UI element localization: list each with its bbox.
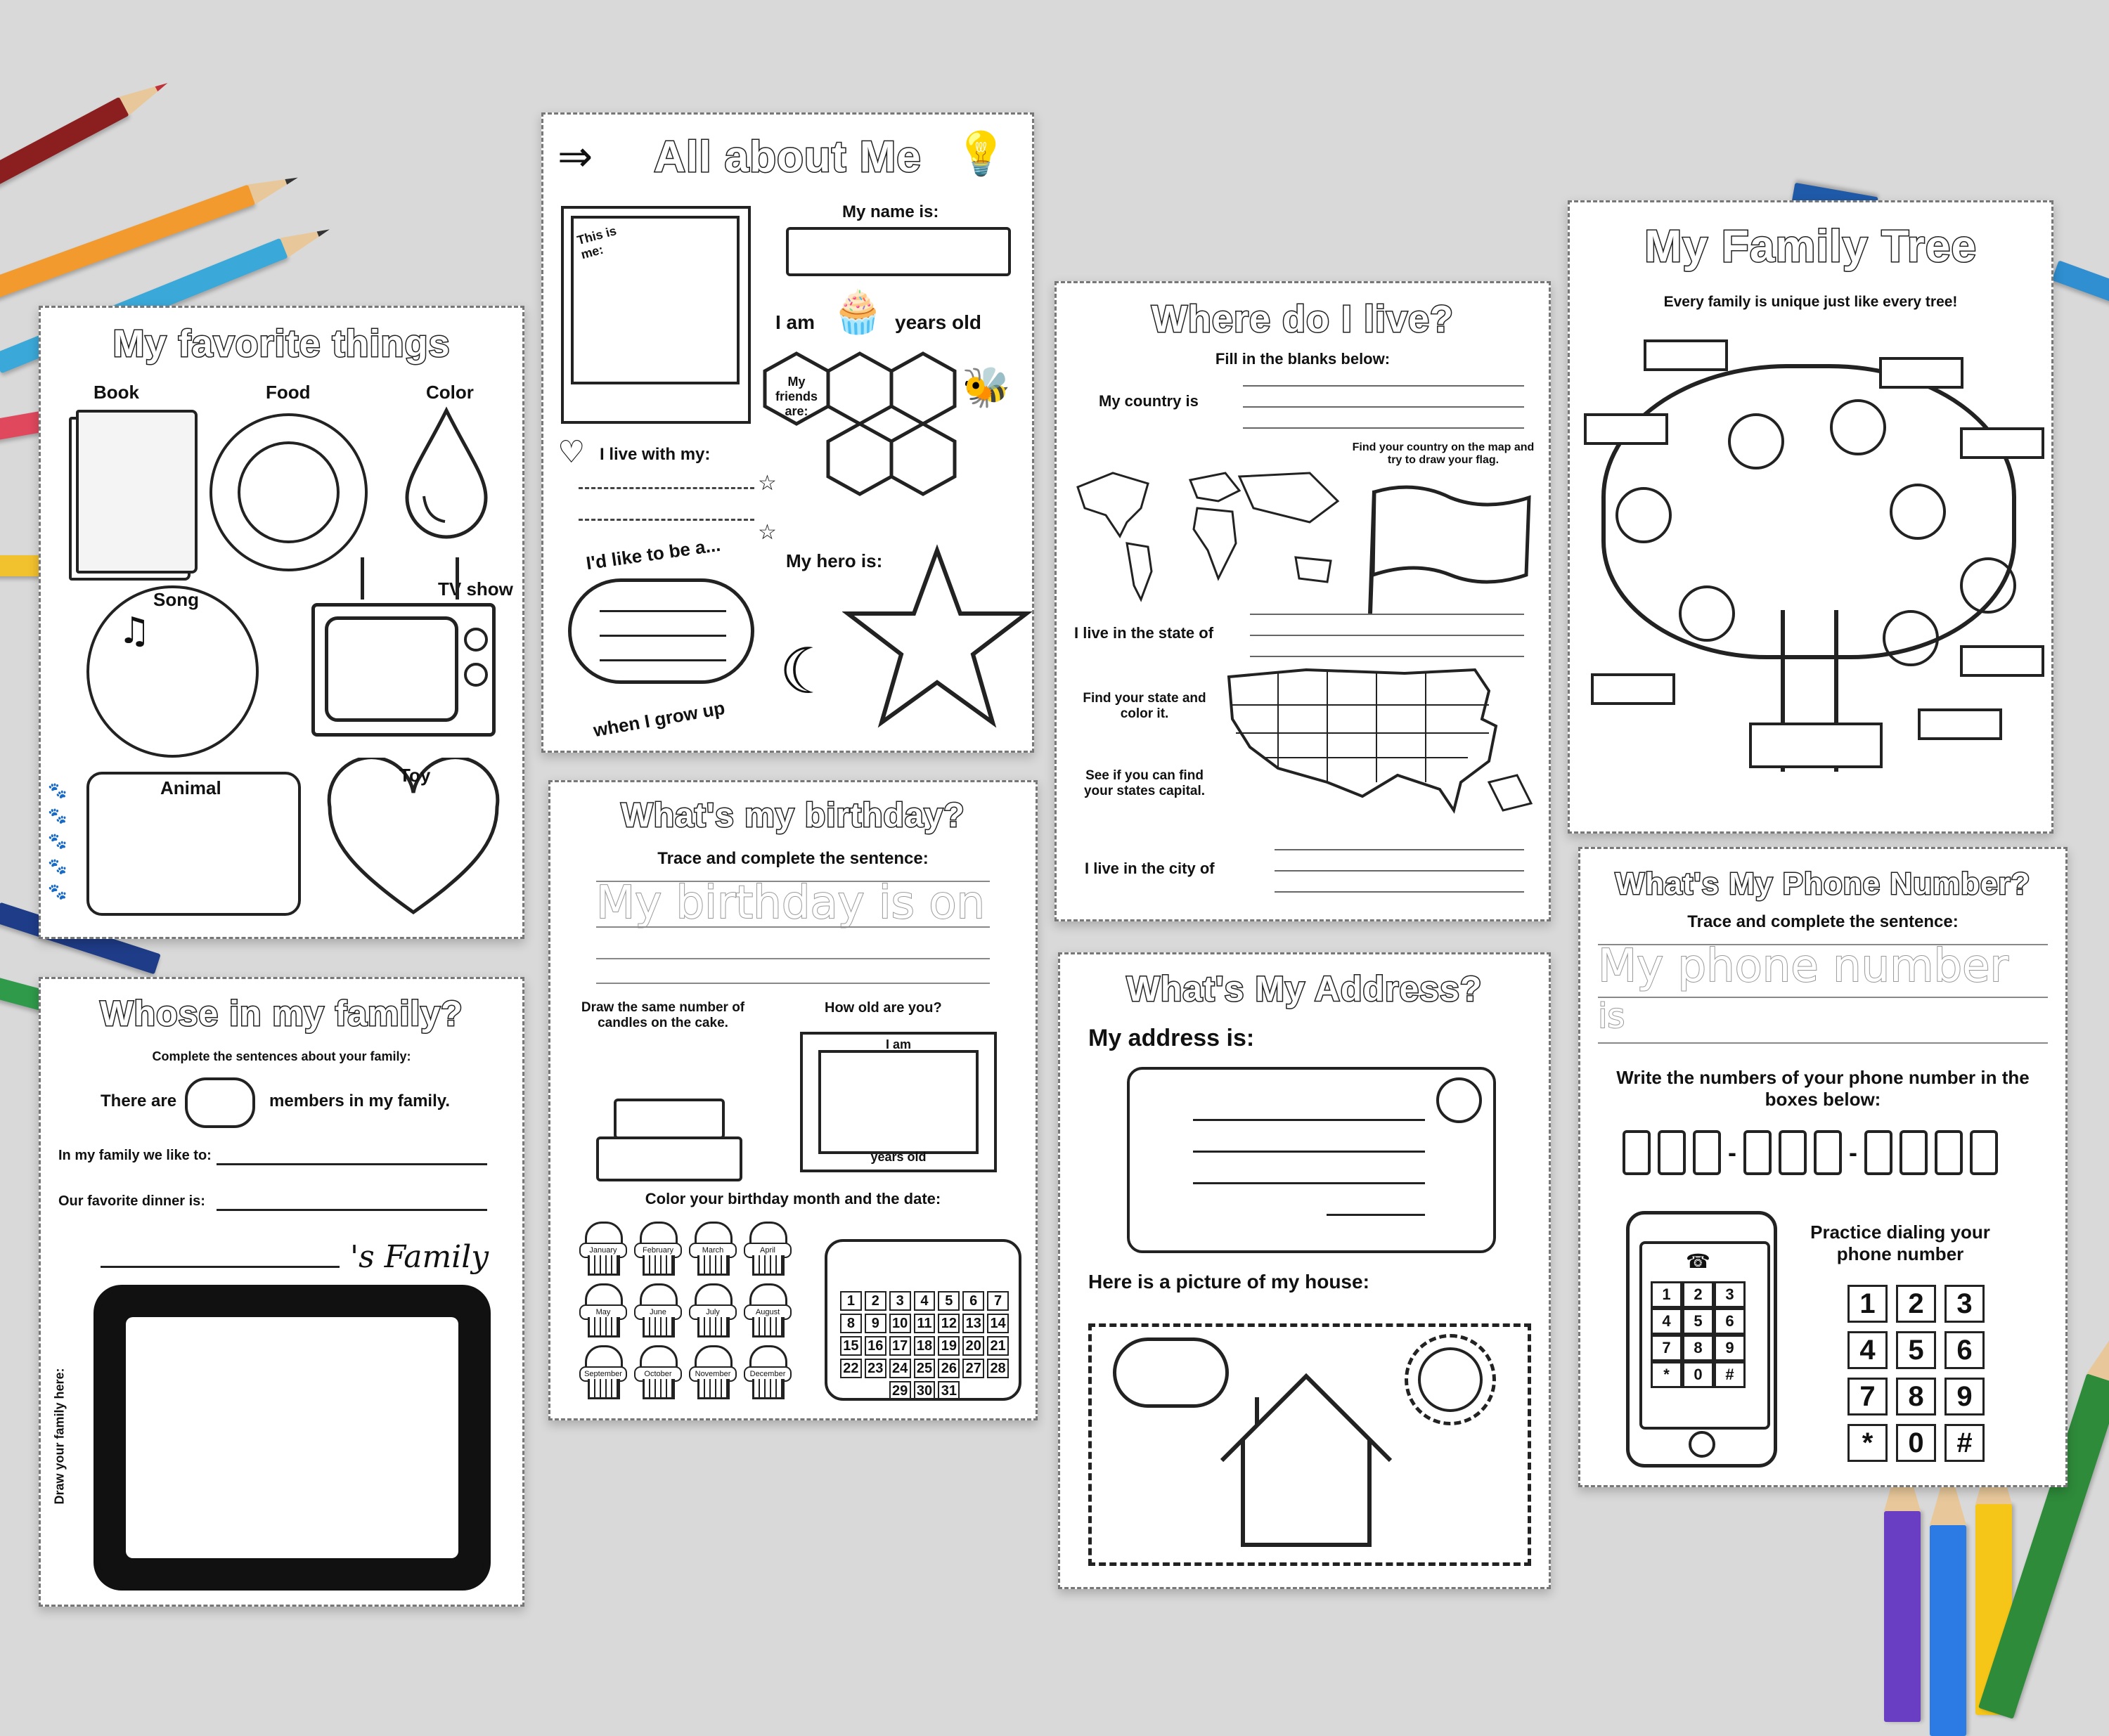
sun-icon bbox=[1405, 1334, 1496, 1425]
name-box-root bbox=[1749, 723, 1883, 768]
trace-line-3 bbox=[1598, 1042, 2048, 1044]
blue-pencil-bottom bbox=[1930, 1525, 1966, 1736]
trace-instruction: Trace and complete the sentence: bbox=[657, 849, 929, 868]
name-box-2 bbox=[1879, 357, 1963, 389]
sheet-title: What's My Address? bbox=[1126, 969, 1483, 1009]
sheet-title: What's My Phone Number? bbox=[1615, 867, 2031, 901]
capital-text: See if you can find your states capital. bbox=[1083, 768, 1206, 798]
boxes-instruction: Write the numbers of your phone number in the boxes below: bbox=[1616, 1067, 2030, 1110]
city-line-2 bbox=[1275, 870, 1524, 872]
song-circle bbox=[86, 585, 259, 758]
draw-here-label: Draw your family here: bbox=[52, 1368, 67, 1505]
hero-label: My hero is: bbox=[786, 550, 883, 571]
name-banner bbox=[786, 227, 1011, 276]
family-suffix: 's Family bbox=[350, 1239, 489, 1275]
candles-instruction: Draw the same number of candles on the cake. bbox=[581, 1000, 745, 1030]
family-sheet bbox=[39, 977, 524, 1607]
postmark-icon bbox=[1436, 1077, 1482, 1123]
phone-digit-boxes: - - bbox=[1623, 1130, 1998, 1175]
cupcake-icon: 🧁 bbox=[832, 287, 884, 337]
country-line-2 bbox=[1243, 406, 1524, 408]
family-name-line bbox=[101, 1266, 340, 1268]
state-line-3 bbox=[1250, 656, 1524, 657]
tree-subtitle: Every family is unique just like every tree! bbox=[1663, 294, 1958, 310]
trace-text-1: My phone number bbox=[1598, 940, 2008, 992]
family-tree-sheet bbox=[1568, 200, 2053, 834]
fill-instruction: Fill in the blanks below: bbox=[1215, 350, 1391, 368]
tree-circle-4 bbox=[1890, 484, 1946, 540]
arrow-icon: ⇒ bbox=[557, 132, 593, 181]
tree-circle-6 bbox=[1960, 557, 2016, 614]
name-box-3 bbox=[1584, 413, 1668, 445]
sheet-title: Where do I live? bbox=[1151, 298, 1455, 340]
name-box-5 bbox=[1960, 645, 2044, 677]
member-count-box bbox=[185, 1077, 255, 1128]
trace-line-base bbox=[596, 926, 990, 928]
address-sheet bbox=[1058, 952, 1551, 1589]
years-old-label: years old bbox=[895, 311, 981, 333]
name-box-7 bbox=[1918, 708, 2002, 740]
dialing-instruction: Practice dialing your phone number bbox=[1810, 1222, 1990, 1264]
like-to-line bbox=[217, 1163, 487, 1165]
country-line-1 bbox=[1243, 385, 1524, 387]
friends-label: My friends are: bbox=[775, 375, 818, 418]
country-label: My country is bbox=[1099, 392, 1199, 410]
cake-icon bbox=[596, 1099, 744, 1183]
world-map-icon bbox=[1071, 459, 1345, 607]
country-line-3 bbox=[1243, 427, 1524, 429]
usa-map-icon bbox=[1222, 663, 1538, 824]
where-live-sheet bbox=[1054, 281, 1551, 921]
tv-antenna-icon bbox=[361, 557, 459, 600]
cloud-shape bbox=[568, 578, 754, 684]
yellow-pencil-left bbox=[0, 555, 42, 576]
sheet-title: Whose in my family? bbox=[100, 994, 463, 1033]
grow-up-label: when I grow up bbox=[591, 697, 727, 741]
there-are-label: There are bbox=[101, 1092, 177, 1110]
song-label: Song bbox=[153, 589, 199, 610]
instruction-text: Complete the sentences about your family: bbox=[152, 1049, 411, 1063]
tree-circle-5 bbox=[1679, 585, 1735, 642]
trace-line-2 bbox=[1598, 997, 2048, 998]
this-is-me-label: This is me: bbox=[575, 224, 619, 262]
name-label: My name is: bbox=[842, 202, 939, 221]
calendar-icon bbox=[825, 1239, 1021, 1401]
music-note-icon: ♫ bbox=[118, 610, 151, 652]
frame-i-am: I am bbox=[885, 1037, 912, 1051]
state-line-1 bbox=[1250, 614, 1524, 615]
trace-text: My birthday is on bbox=[596, 877, 986, 929]
name-box-6 bbox=[1591, 673, 1675, 705]
dinner-line bbox=[217, 1209, 487, 1211]
bee-icon: 🐝 bbox=[962, 365, 1011, 410]
dinner-label: Our favorite dinner is: bbox=[58, 1193, 205, 1209]
how-old-label: How old are you? bbox=[825, 1000, 942, 1016]
toy-label: Toy bbox=[399, 765, 431, 786]
tv-label: TV show bbox=[438, 578, 513, 600]
tv-icon bbox=[311, 603, 496, 737]
state-line-2 bbox=[1250, 635, 1524, 636]
book-label: Book bbox=[93, 382, 139, 403]
like-to-be-label: I'd like to be a... bbox=[584, 533, 722, 574]
sheet-title: My favorite things bbox=[112, 323, 451, 365]
sheet-title: My Family Tree bbox=[1644, 221, 1977, 271]
trace-text-2: is bbox=[1598, 997, 1625, 1036]
live-with-label: I live with my: bbox=[600, 445, 711, 464]
i-am-label: I am bbox=[775, 311, 815, 333]
cloud-icon bbox=[1113, 1337, 1229, 1408]
plate-icon bbox=[209, 413, 368, 571]
favorite-things-sheet bbox=[39, 306, 524, 939]
tree-circle-2 bbox=[1830, 399, 1886, 455]
phone-number-sheet bbox=[1578, 847, 2068, 1487]
tree-circle-7 bbox=[1883, 610, 1939, 666]
city-line-1 bbox=[1275, 849, 1524, 850]
scalloped-frame bbox=[101, 1292, 484, 1583]
stars-icon: ☆ ☆ bbox=[758, 471, 777, 545]
members-label: members in my family. bbox=[269, 1092, 450, 1110]
answer-line-2 bbox=[596, 983, 990, 984]
blue-pencil-far-right bbox=[2051, 260, 2109, 309]
house-icon bbox=[1215, 1369, 1398, 1552]
name-box-1 bbox=[1644, 339, 1728, 371]
find-state-text: Find your state and color it. bbox=[1083, 691, 1206, 721]
phone-call-icon: ☎ bbox=[1686, 1250, 1710, 1273]
like-to-label: In my family we like to: bbox=[58, 1148, 212, 1163]
purple-pencil bbox=[1884, 1511, 1921, 1722]
drop-icon bbox=[403, 406, 491, 540]
state-label: I live in the state of bbox=[1074, 624, 1214, 642]
trace-instruction: Trace and complete the sentence: bbox=[1687, 912, 1959, 931]
book-icon bbox=[76, 410, 198, 574]
city-line-3 bbox=[1275, 891, 1524, 893]
star-shape bbox=[842, 543, 1032, 733]
frame-years-old: years old bbox=[870, 1150, 927, 1164]
name-box-4 bbox=[1960, 427, 2044, 459]
calendar-grid: 1 2 3 4 5 6 7 8 9 10 11 12 13 14 15 16 17 18 19 20 21 22 23 24 25 26 27 28 29 30 31 bbox=[840, 1291, 1009, 1401]
large-keypad: 1 2 3 4 5 6 7 8 9 * 0 # bbox=[1847, 1285, 1985, 1462]
color-month-instruction: Color your birthday month and the date: bbox=[645, 1190, 941, 1207]
paw-prints-icon: 🐾 🐾 🐾 🐾 🐾 bbox=[48, 782, 67, 901]
tree-circle-3 bbox=[1615, 487, 1672, 543]
house-picture-label: Here is a picture of my house: bbox=[1088, 1271, 1369, 1293]
heart-small-icon: ♡ bbox=[557, 434, 586, 470]
animal-label: Animal bbox=[160, 777, 221, 798]
address-is-label: My address is: bbox=[1088, 1025, 1255, 1051]
answer-line-1 bbox=[596, 958, 990, 959]
lightbulb-icon: 💡 bbox=[955, 129, 1007, 179]
sheet-title: What's my birthday? bbox=[621, 797, 965, 834]
live-with-line-1 bbox=[579, 487, 754, 489]
red-pencil bbox=[0, 97, 129, 191]
flag-icon bbox=[1366, 484, 1535, 617]
flag-instruction: Find your country on the map and try to draw your flag. bbox=[1352, 441, 1535, 466]
tree-circle-1 bbox=[1728, 413, 1784, 469]
birthday-sheet bbox=[548, 780, 1038, 1420]
food-label: Food bbox=[266, 382, 311, 403]
all-about-me-sheet bbox=[541, 112, 1034, 753]
color-label: Color bbox=[426, 382, 474, 403]
cupcake-months: January February March April May June July August September October November December bbox=[582, 1222, 807, 1408]
moon-icon: ☾ bbox=[779, 635, 836, 708]
sheet-title: All about Me bbox=[654, 133, 922, 181]
small-keypad: 1 2 3 4 5 6 7 8 9 * 0 # bbox=[1651, 1281, 1746, 1388]
city-label: I live in the city of bbox=[1085, 860, 1215, 877]
live-with-line-2 bbox=[579, 519, 754, 521]
